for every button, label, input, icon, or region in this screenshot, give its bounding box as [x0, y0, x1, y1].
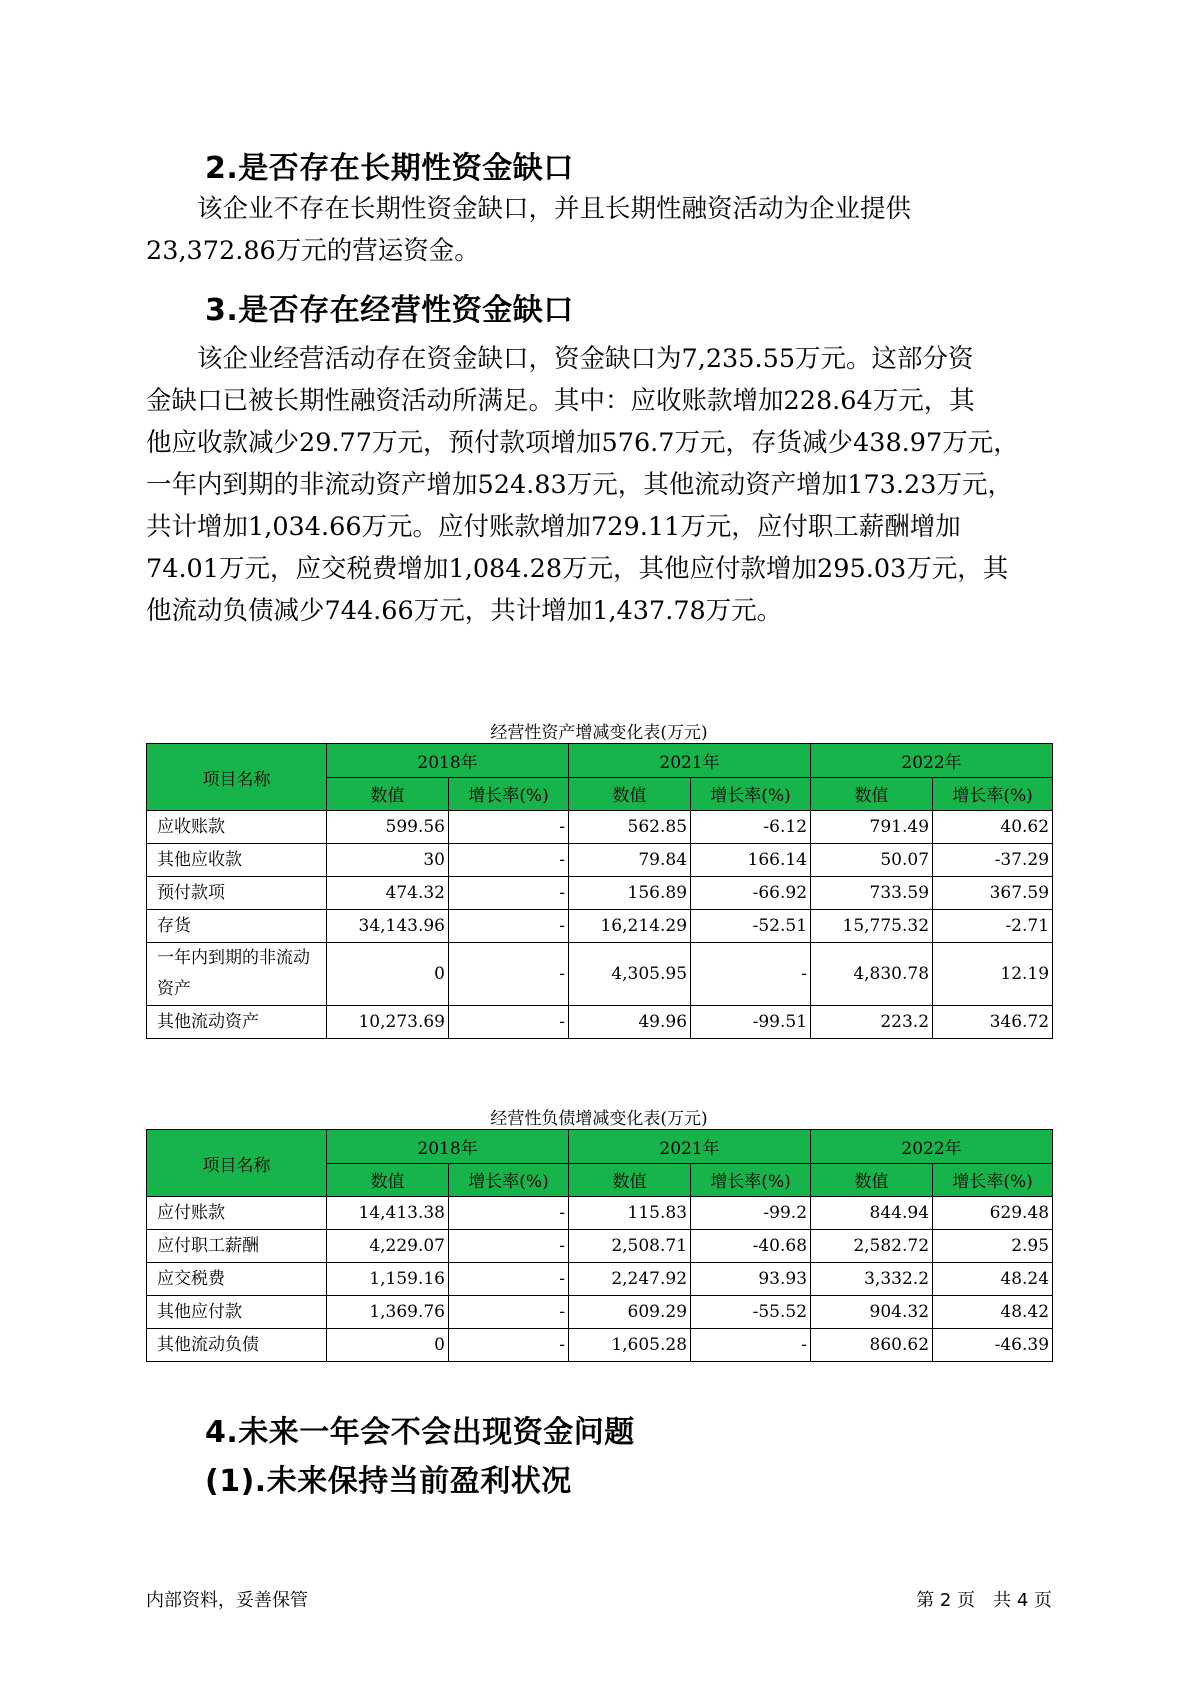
value-cell: 15,775.32: [811, 910, 933, 943]
paragraph-line: 74.01万元，应交税费增加1,084.28万元，其他应付款增加295.03万元，其: [146, 554, 1009, 584]
table-row: [147, 1006, 1053, 1039]
rate-cell: 40.62: [933, 811, 1053, 844]
paragraph-line: 该企业不存在长期性资金缺口，并且长期性融资活动为企业提供: [197, 194, 912, 224]
rate-subheader: 增长率(%): [691, 1163, 811, 1197]
value-subheader: 数值: [569, 777, 691, 811]
rate-cell: -52.51: [691, 910, 811, 943]
value-cell: 156.89: [569, 877, 691, 910]
table-1-caption: 经营性资产增减变化表(万元): [490, 723, 708, 743]
value-cell: 609.29: [569, 1296, 691, 1329]
table-row: [147, 1263, 1053, 1296]
value-cell: 4,229.07: [327, 1230, 449, 1263]
rate-cell: -: [449, 877, 569, 910]
value-subheader: 数值: [327, 777, 449, 811]
value-cell: 10,273.69: [327, 1006, 449, 1039]
value-subheader: 数值: [327, 1163, 449, 1197]
table-row: [147, 1296, 1053, 1329]
name-column-header: 项目名称: [147, 744, 327, 811]
footer-page-number: 第 2 页 共 4 页: [916, 1590, 1052, 1611]
rate-cell: -66.92: [691, 877, 811, 910]
value-cell: 1,369.76: [327, 1296, 449, 1329]
rate-cell: -99.2: [691, 1197, 811, 1230]
table-row: [147, 943, 1053, 1006]
section-3-paragraph: [146, 338, 1046, 632]
rate-cell: -: [449, 1006, 569, 1039]
rate-cell: -55.52: [691, 1296, 811, 1329]
value-cell: 30: [327, 844, 449, 877]
row-label: 一年内到期的非流动资产: [147, 943, 327, 1006]
rate-subheader: 增长率(%): [691, 777, 811, 811]
value-cell: 3,332.2: [811, 1263, 933, 1296]
rate-subheader: 增长率(%): [933, 1163, 1053, 1197]
table-row: [147, 844, 1053, 877]
table-row: [147, 811, 1053, 844]
row-label: 应交税费: [147, 1263, 327, 1296]
section-2-heading: 2.是否存在长期性资金缺口: [205, 151, 574, 186]
value-cell: 4,305.95: [569, 943, 691, 1006]
paragraph-line: 他应收款减少29.77万元，预付款项增加576.7万元，存货减少438.97万元，: [146, 428, 1019, 458]
table-row: [147, 1230, 1053, 1263]
paragraph-line: 23,372.86万元的营运资金。: [146, 236, 480, 266]
rate-cell: -: [449, 844, 569, 877]
rate-cell: -: [449, 811, 569, 844]
value-cell: 474.32: [327, 877, 449, 910]
value-subheader: 数值: [569, 1163, 691, 1197]
value-cell: 2,508.71: [569, 1230, 691, 1263]
rate-cell: 2.95: [933, 1230, 1053, 1263]
rate-cell: -2.71: [933, 910, 1053, 943]
row-label: 存货: [147, 910, 327, 943]
rate-cell: -: [691, 943, 811, 1006]
value-cell: 844.94: [811, 1197, 933, 1230]
year-header: 2022年: [811, 744, 1053, 778]
rate-cell: -: [449, 1296, 569, 1329]
value-cell: 1,605.28: [569, 1329, 691, 1362]
rate-cell: -: [449, 1329, 569, 1362]
operating-assets-table: [146, 743, 1053, 1039]
row-label: 其他流动负债: [147, 1329, 327, 1362]
year-header: 2022年: [811, 1130, 1053, 1164]
rate-cell: -99.51: [691, 1006, 811, 1039]
value-cell: 860.62: [811, 1329, 933, 1362]
rate-cell: -6.12: [691, 811, 811, 844]
rate-cell: -: [449, 1197, 569, 1230]
section-4-heading: 4.未来一年会不会出现资金问题: [205, 1415, 635, 1450]
table-row: [147, 877, 1053, 910]
value-cell: 791.49: [811, 811, 933, 844]
row-label: 其他应付款: [147, 1296, 327, 1329]
value-cell: 79.84: [569, 844, 691, 877]
row-label: 应收账款: [147, 811, 327, 844]
name-column-header: 项目名称: [147, 1130, 327, 1197]
paragraph-line: 该企业经营活动存在资金缺口，资金缺口为7,235.55万元。这部分资: [197, 344, 974, 374]
row-label: 其他应收款: [147, 844, 327, 877]
rate-cell: 93.93: [691, 1263, 811, 1296]
row-label: 应付职工薪酬: [147, 1230, 327, 1263]
rate-cell: 367.59: [933, 877, 1053, 910]
table-row: [147, 1329, 1053, 1362]
year-header: 2021年: [569, 1130, 811, 1164]
rate-cell: -: [691, 1329, 811, 1362]
value-cell: 2,582.72: [811, 1230, 933, 1263]
rate-cell: -46.39: [933, 1329, 1053, 1362]
value-cell: 0: [327, 1329, 449, 1362]
value-cell: 904.32: [811, 1296, 933, 1329]
rate-cell: -: [449, 943, 569, 1006]
footer-confidential-note: 内部资料，妥善保管: [146, 1590, 308, 1611]
rate-cell: -40.68: [691, 1230, 811, 1263]
value-cell: 49.96: [569, 1006, 691, 1039]
rate-subheader: 增长率(%): [933, 777, 1053, 811]
value-cell: 16,214.29: [569, 910, 691, 943]
rate-subheader: 增长率(%): [449, 777, 569, 811]
operating-liabilities-table: [146, 1129, 1053, 1362]
value-cell: 50.07: [811, 844, 933, 877]
value-cell: 562.85: [569, 811, 691, 844]
value-cell: 733.59: [811, 877, 933, 910]
rate-cell: -: [449, 1263, 569, 1296]
value-cell: 1,159.16: [327, 1263, 449, 1296]
rate-cell: 48.24: [933, 1263, 1053, 1296]
rate-cell: -: [449, 910, 569, 943]
row-label: 其他流动资产: [147, 1006, 327, 1039]
paragraph-line: 共计增加1,034.66万元。应付账款增加729.11万元，应付职工薪酬增加: [146, 512, 961, 542]
row-label: 应付账款: [147, 1197, 327, 1230]
row-label: 预付款项: [147, 877, 327, 910]
rate-cell: 346.72: [933, 1006, 1053, 1039]
value-cell: 34,143.96: [327, 910, 449, 943]
year-header: 2021年: [569, 744, 811, 778]
rate-cell: -: [449, 1230, 569, 1263]
value-cell: 14,413.38: [327, 1197, 449, 1230]
paragraph-line: 一年内到期的非流动资产增加524.83万元，其他流动资产增加173.23万元，: [146, 470, 1013, 500]
rate-cell: 629.48: [933, 1197, 1053, 1230]
value-subheader: 数值: [811, 777, 933, 811]
value-cell: 115.83: [569, 1197, 691, 1230]
section-4-subheading: (1).未来保持当前盈利状况: [205, 1464, 572, 1499]
rate-cell: 12.19: [933, 943, 1053, 1006]
paragraph-line: 他流动负债减少744.66万元，共计增加1,437.78万元。: [146, 596, 783, 626]
rate-cell: 48.42: [933, 1296, 1053, 1329]
rate-cell: 166.14: [691, 844, 811, 877]
year-header: 2018年: [327, 1130, 569, 1164]
table-row: [147, 1197, 1053, 1230]
section-2-paragraph: [146, 188, 1046, 272]
value-cell: 4,830.78: [811, 943, 933, 1006]
value-cell: 2,247.92: [569, 1263, 691, 1296]
value-cell: 599.56: [327, 811, 449, 844]
value-subheader: 数值: [811, 1163, 933, 1197]
rate-subheader: 增长率(%): [449, 1163, 569, 1197]
table-row: [147, 910, 1053, 943]
rate-cell: -37.29: [933, 844, 1053, 877]
table-2-caption: 经营性负债增减变化表(万元): [490, 1109, 708, 1129]
value-cell: 0: [327, 943, 449, 1006]
section-3-heading: 3.是否存在经营性资金缺口: [205, 293, 574, 328]
value-cell: 223.2: [811, 1006, 933, 1039]
year-header: 2018年: [327, 744, 569, 778]
paragraph-line: 金缺口已被长期性融资活动所满足。其中：应收账款增加228.64万元，其: [146, 386, 975, 416]
